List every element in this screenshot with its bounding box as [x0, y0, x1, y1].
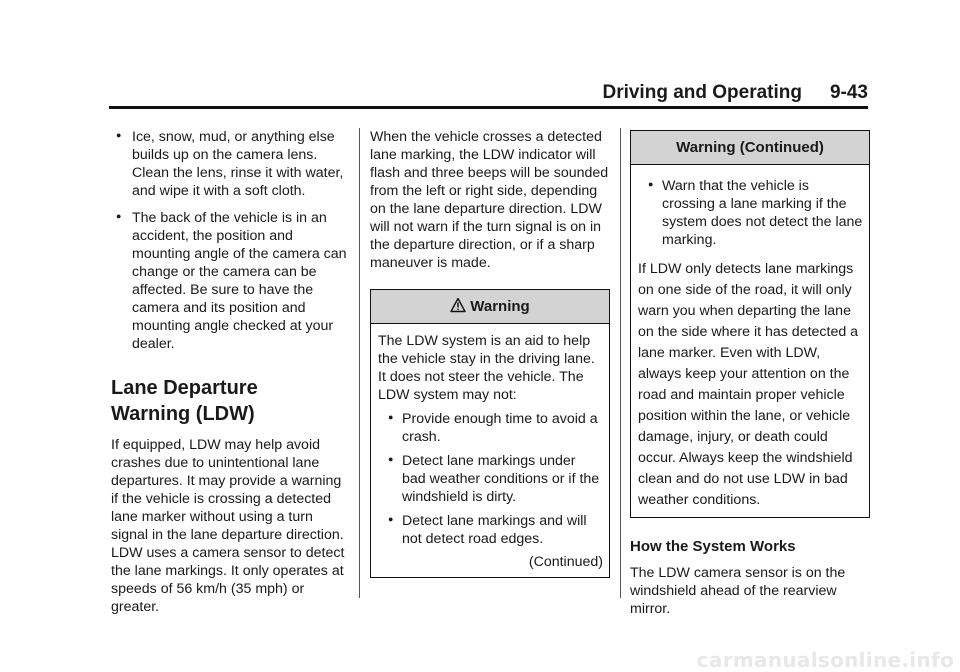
bullet-icon: ● — [648, 179, 654, 189]
section-title: Driving and Operating — [602, 82, 802, 103]
warning-body — [631, 165, 869, 517]
continued-label: (Continued) — [528, 554, 603, 570]
list-item: ● Warn that the vehicle is crossing a lane marking if the system does not detect the lane marking. — [648, 178, 863, 248]
warning-box — [630, 130, 870, 518]
bullet-icon: ● — [388, 412, 394, 422]
list-item: ● The back of the vehicle is in an accident, the position and mounting angle of the camera can change or the camera can be affected. Be sure to have the camera and its position and mounting angle checked at your dealer. — [116, 210, 347, 352]
bullet-icon: ● — [116, 130, 122, 140]
column-middle — [370, 128, 610, 578]
page-number: 9-43 — [829, 82, 868, 103]
bullet-icon: ● — [388, 454, 394, 464]
body-paragraph: When the vehicle crosses a detected lane marking, the LDW indicator will flash and three beeps will be sounded from the left or right side, depending on the lane departure direction. LDW will not warn if the turn signal is on in the departure direction, or if a sharp maneuver is made. — [370, 129, 609, 271]
column-left — [111, 128, 347, 616]
warning-box — [370, 289, 610, 578]
body-paragraph: If equipped, LDW may help avoid crashes due to unintentional lane departures. It may provide a warning if the vehicle is crossing a detected lane marker without using a turn signal in the lane departure direction. LDW uses a camera sensor to detect the lane markings. It only operates at speeds of 56 km/h (35 mph) or greater. — [111, 437, 345, 615]
warning-header: Warning (Continued) — [631, 131, 869, 165]
column-divider — [359, 128, 360, 598]
section-heading: Lane Departure Warning (LDW) — [111, 377, 258, 425]
warning-header: Warning — [371, 290, 609, 324]
list-item: ● Detect lane markings and will not detect road edges. — [388, 513, 587, 547]
warning-icon — [450, 297, 466, 313]
column-divider — [620, 128, 621, 598]
warning-body — [371, 324, 609, 577]
body-paragraph: The LDW camera sensor is on the windshield ahead of the rearview mirror. — [630, 565, 846, 617]
list-item: ● Detect lane markings under bad weather conditions or if the windshield is dirty. — [388, 453, 600, 505]
warning-intro: The LDW system is an aid to help the vehicle stay in the driving lane. It does not steer the vehicle. The LDW system may not: — [378, 333, 595, 403]
bullet-icon: ● — [388, 514, 394, 524]
column-right — [630, 128, 870, 618]
watermark: carmanualsonline.info — [696, 648, 954, 672]
warning-paragraph: If LDW only detects lane markings on one side of the road, it will only warn you when departing the lane on the side where it has detected a lane marker. Even with LDW, always keep your attention on the road and maintain proper vehicle position within the lane, or vehicle damage, injury, or death could occur. Always keep the windshield clean and do not use LDW in bad weather conditions. — [638, 261, 859, 508]
list-item: ● Provide enough time to avoid a crash. — [388, 411, 598, 445]
list-item: ● Ice, snow, mud, or anything else builds up on the camera lens. Clean the lens, rinse it with water, and wipe it with a soft cloth. — [116, 129, 344, 199]
bullet-icon: ● — [116, 211, 122, 221]
page-header — [109, 82, 868, 109]
subheading: How the System Works — [630, 538, 796, 555]
